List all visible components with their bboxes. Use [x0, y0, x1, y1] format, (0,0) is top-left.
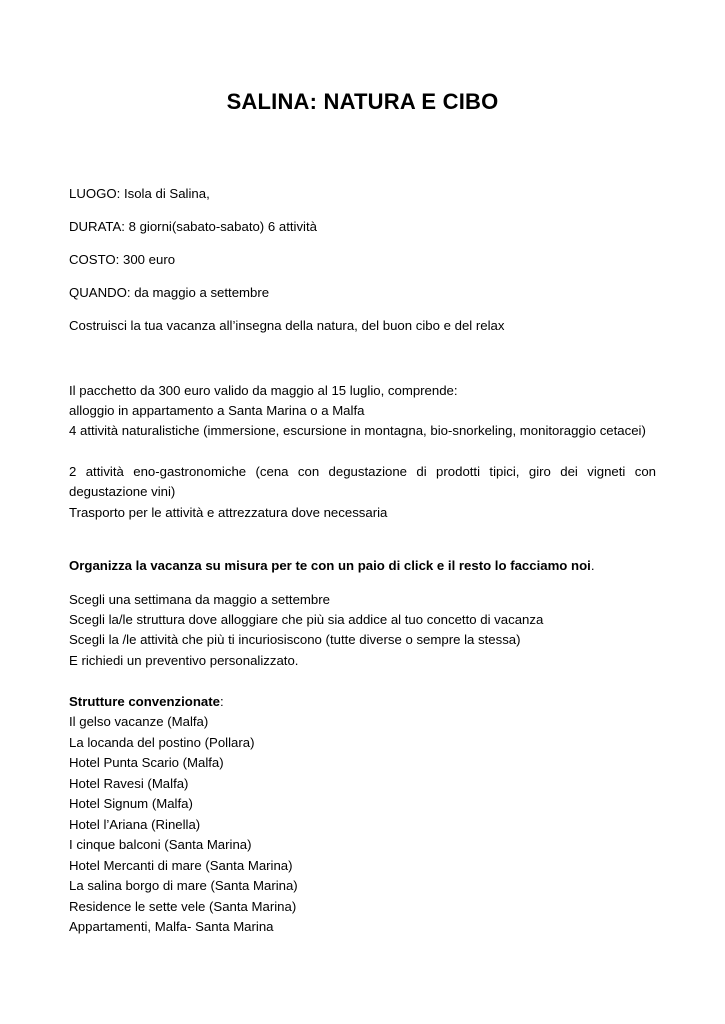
- struttura-item: La locanda del postino (Pollara): [69, 735, 255, 750]
- organize-heading-text: Organizza la vacanza su misura per te con un paio di click e il resto lo facciamo noi: [69, 558, 591, 573]
- info-tagline: Costruisci la tua vacanza all’insegna della natura, del buon cibo e del relax: [69, 318, 505, 333]
- strutture-heading-text: Strutture convenzionate: [69, 694, 220, 709]
- struttura-item: Hotel Ravesi (Malfa): [69, 776, 189, 791]
- struttura-item: Hotel Signum (Malfa): [69, 796, 193, 811]
- struttura-item: Il gelso vacanze (Malfa): [69, 714, 209, 729]
- organize-heading-punct: .: [590, 558, 595, 573]
- strutture-heading: [69, 692, 224, 712]
- package-item-food-activities: 2 attività eno-gastronomiche (cena con degustazione di prodotti tipici, giro dei vigneti con degustazione vini): [69, 464, 656, 499]
- organize-step: Scegli la/le struttura dove alloggiare che più sia addice al tuo concetto di vacanza: [69, 612, 544, 627]
- struttura-item: Hotel Mercanti di mare (Santa Marina): [69, 858, 293, 873]
- struttura-item: La salina borgo di mare (Santa Marina): [69, 878, 298, 893]
- organize-step: Scegli una settimana da maggio a settembre: [69, 592, 330, 607]
- organize-step: Scegli la /le attività che più ti incuriosiscono (tutte diverse o sempre la stessa): [69, 632, 521, 647]
- info-durata: DURATA: 8 giorni(sabato-sabato) 6 attività: [69, 219, 317, 234]
- info-quando: QUANDO: da maggio a settembre: [69, 285, 270, 300]
- organize-heading: [69, 556, 594, 576]
- struttura-item: Hotel Punta Scario (Malfa): [69, 755, 224, 770]
- struttura-item: I cinque balconi (Santa Marina): [69, 837, 252, 852]
- info-luogo: LUOGO: Isola di Salina,: [69, 186, 210, 201]
- strutture-heading-punct: :: [219, 694, 224, 709]
- package-item-nature-activities: 4 attività naturalistiche (immersione, escursione in montagna, bio-snorkeling, monitoraggio cetacei): [69, 423, 646, 438]
- package-intro: Il pacchetto da 300 euro valido da maggio al 15 luglio, comprende:: [69, 383, 458, 398]
- package-item-accommodation: alloggio in appartamento a Santa Marina o a Malfa: [69, 403, 365, 418]
- package-item-transport: Trasporto per le attività e attrezzatura dove necessaria: [69, 505, 388, 520]
- organize-step: E richiedi un preventivo personalizzato.: [69, 653, 299, 668]
- struttura-item: Residence le sette vele (Santa Marina): [69, 899, 297, 914]
- struttura-item: Appartamenti, Malfa- Santa Marina: [69, 919, 274, 934]
- struttura-item: Hotel l’Ariana (Rinella): [69, 817, 201, 832]
- page-title: SALINA: NATURA E CIBO: [226, 89, 499, 114]
- info-costo: COSTO: 300 euro: [69, 252, 176, 267]
